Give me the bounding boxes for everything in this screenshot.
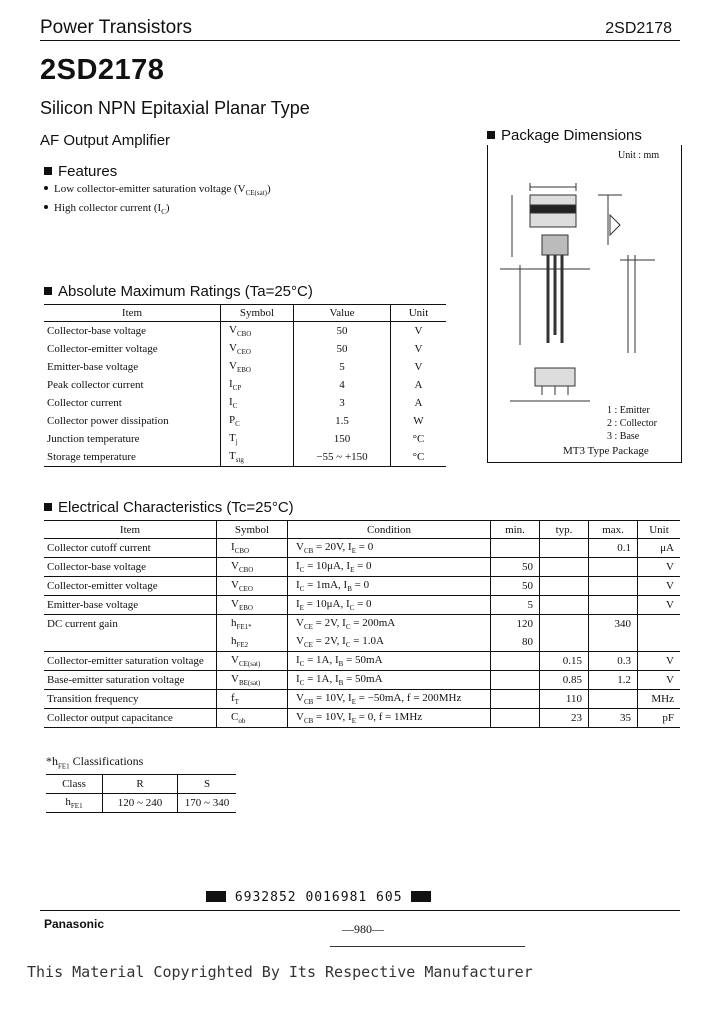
bullet-icon: [44, 186, 48, 190]
copyright-notice: This Material Copyrighted By Its Respective Manufacturer: [27, 963, 533, 981]
square-bullet-icon: [487, 131, 495, 139]
symbol-cell: $V_{CBO}$: [217, 558, 288, 577]
max-cell: [589, 690, 638, 709]
table-row: [44, 633, 680, 652]
unit-cell: V: [638, 652, 681, 671]
max-cell: 35: [589, 709, 638, 728]
item-cell: Collector current: [47, 397, 122, 409]
symbol-cell: $h_{FE1*}$: [217, 615, 288, 634]
item-cell: Collector cutoff current: [47, 542, 151, 554]
feature-item: Low collector-emitter saturation voltage $(V_{CE(sat)})$: [44, 183, 271, 197]
barcode-block-icon: [206, 891, 226, 902]
table-row: [44, 652, 680, 671]
pin-legend-item: 3 : Base: [607, 431, 640, 442]
barcode-number: 6932852 0016981 605: [234, 890, 403, 905]
item-cell: Collector-emitter voltage: [44, 577, 217, 596]
table-row: [44, 577, 680, 596]
value-cell: 1.5: [294, 412, 391, 430]
table-header: Unit: [391, 305, 447, 322]
condition-cell: $I_C = 1A$, $I_B = 50mA$: [288, 652, 491, 671]
symbol-cell: $V_{CEO}$: [221, 340, 294, 358]
table-row: [44, 394, 446, 412]
typ-cell: [540, 615, 589, 634]
table-row: [44, 596, 680, 615]
header-part-code: 2SD2178: [605, 20, 672, 37]
condition-cell: $V_{CB} = 10V$, $I_E = -50mA$, f = 200MHz: [288, 690, 491, 709]
item-cell: Collector-base voltage: [44, 558, 217, 577]
max-cell: 0.1: [589, 539, 638, 558]
item-cell: Collector-emitter voltage: [47, 343, 158, 355]
table-row: [44, 322, 446, 341]
max-cell: 340: [589, 615, 638, 634]
condition-cell: $V_{CB} = 20V$, $I_E = 0$: [288, 539, 491, 558]
square-bullet-icon: [44, 287, 52, 295]
package-unit: Unit : mm: [618, 150, 660, 161]
table-header: Value: [294, 305, 391, 322]
min-cell: 50: [491, 558, 540, 577]
application: AF Output Amplifier: [40, 132, 171, 149]
condition-cell: $I_C = 10\mu A$, $I_E = 0$: [288, 558, 491, 577]
table-row: [46, 794, 236, 813]
elec-heading: Electrical Characteristics (Tc=25°C): [44, 499, 294, 516]
item-cell: Collector output capacitance: [44, 709, 217, 728]
item-cell: Junction temperature: [47, 433, 140, 445]
value-cell: 170 ~ 340: [178, 794, 237, 813]
table-header: typ.: [540, 521, 589, 539]
value-cell: 120 ~ 240: [103, 794, 178, 813]
package-drawing: [490, 165, 676, 405]
unit-cell: V: [638, 577, 681, 596]
table-row: [44, 340, 446, 358]
table-header: Condition: [288, 521, 491, 539]
table-header: Item: [44, 521, 217, 539]
unit-cell: [638, 615, 681, 634]
elec-table: [44, 520, 680, 728]
min-cell: [491, 671, 540, 690]
table-header: S: [178, 775, 237, 794]
unit-cell: V: [638, 596, 681, 615]
unit-cell: V: [638, 671, 681, 690]
item-cell: Base-emitter saturation voltage: [44, 671, 217, 690]
min-cell: [491, 690, 540, 709]
symbol-cell: $I_{CBO}$: [217, 539, 288, 558]
symbol-cell: $f_T$: [217, 690, 288, 709]
subtitle: Silicon NPN Epitaxial Planar Type: [40, 98, 310, 118]
symbol-cell: $V_{CE(sat)}$: [217, 652, 288, 671]
condition-cell: $V_{CE} = 2V$, $I_C = 1.0A$: [288, 633, 491, 652]
typ-cell: 0.15: [540, 652, 589, 671]
table-row: [46, 775, 236, 794]
max-cell: 1.2: [589, 671, 638, 690]
table-row: [44, 412, 446, 430]
condition-cell: $V_{CE} = 2V$, $I_C = 200mA$: [288, 615, 491, 634]
value-cell: 50: [294, 322, 391, 341]
classification-heading: $*h_{FE1}$ Classifications: [46, 754, 144, 771]
table-header: R: [103, 775, 178, 794]
feature-item: High collector current $(I_C)$: [44, 202, 170, 216]
table-header: max.: [589, 521, 638, 539]
item-cell: Peak collector current: [47, 379, 144, 391]
table-header: Symbol: [221, 305, 294, 322]
max-cell: 0.3: [589, 652, 638, 671]
pin-legend-item: 2 : Collector: [607, 418, 657, 429]
table-header: Unit: [638, 521, 681, 539]
footer-rule: [40, 910, 680, 911]
min-cell: 50: [491, 577, 540, 596]
symbol-cell: $I_C$: [221, 394, 294, 412]
bullet-icon: [44, 205, 48, 209]
typ-cell: 110: [540, 690, 589, 709]
barcode-block-icon: [411, 891, 431, 902]
square-bullet-icon: [44, 167, 52, 175]
package-heading: Package Dimensions: [487, 127, 642, 144]
unit-cell: V: [391, 340, 447, 358]
table-row: [44, 448, 446, 467]
part-number: 2SD2178: [40, 54, 165, 86]
typ-cell: 23: [540, 709, 589, 728]
table-row: [44, 358, 446, 376]
item-cell: Storage temperature: [47, 451, 136, 463]
typ-cell: [540, 633, 589, 652]
unit-cell: V: [391, 322, 447, 341]
min-cell: 5: [491, 596, 540, 615]
table-header: Item: [44, 305, 221, 322]
symbol-cell: $I_{CP}$: [221, 376, 294, 394]
value-cell: 5: [294, 358, 391, 376]
item-cell: Collector power dissipation: [47, 415, 169, 427]
table-row: [44, 671, 680, 690]
package-pin-legend: [607, 404, 657, 443]
unit-cell: V: [391, 358, 447, 376]
table-header: Symbol: [217, 521, 288, 539]
symbol-cell: $C_{ob}$: [217, 709, 288, 728]
unit-cell: MHz: [638, 690, 681, 709]
value-cell: 4: [294, 376, 391, 394]
unit-cell: °C: [391, 448, 447, 467]
item-cell: Transition frequency: [44, 690, 217, 709]
max-cell: [589, 577, 638, 596]
table-row: [44, 430, 446, 448]
table-header: Class: [62, 778, 86, 790]
value-cell: 150: [294, 430, 391, 448]
symbol-cell: $h_{FE2}$: [217, 633, 288, 652]
typ-cell: [540, 577, 589, 596]
symbol-cell: $V_{BE(sat)}$: [217, 671, 288, 690]
condition-cell: $I_C = 1A$, $I_B = 50mA$: [288, 671, 491, 690]
max-cell: [589, 633, 638, 652]
min-cell: 80: [491, 633, 540, 652]
value-cell: −55 ~ +150: [294, 448, 391, 467]
table-row: [44, 709, 680, 728]
unit-cell: °C: [391, 430, 447, 448]
table-header: min.: [491, 521, 540, 539]
abs-max-table: [44, 304, 446, 467]
value-cell: 50: [294, 340, 391, 358]
page-number-rule: [330, 946, 525, 947]
brand-name: Panasonic: [44, 917, 105, 931]
pin-legend-item: 1 : Emitter: [607, 405, 650, 416]
condition-cell: $V_{CB} = 10V$, $I_E = 0$, f = 1MHz: [288, 709, 491, 728]
series-title: Power Transistors: [40, 17, 193, 38]
symbol-cell: $V_{CBO}$: [221, 322, 294, 341]
typ-cell: 0.85: [540, 671, 589, 690]
table-row: [44, 376, 446, 394]
min-cell: 120: [491, 615, 540, 634]
classification-table: [46, 774, 236, 813]
table-row: [44, 558, 680, 577]
condition-cell: $I_C = 1mA$, $I_B = 0$: [288, 577, 491, 596]
max-cell: [589, 558, 638, 577]
value-cell: 3: [294, 394, 391, 412]
min-cell: [491, 539, 540, 558]
barcode-line: [206, 890, 431, 905]
condition-cell: $I_E = 10\mu A$, $I_C = 0$: [288, 596, 491, 615]
square-bullet-icon: [44, 503, 52, 511]
abs-max-heading: Absolute Maximum Ratings (Ta=25°C): [44, 283, 313, 300]
unit-cell: A: [391, 394, 447, 412]
typ-cell: [540, 539, 589, 558]
unit-cell: μA: [638, 539, 681, 558]
item-cell: [44, 633, 217, 652]
item-cell: DC current gain: [44, 615, 217, 634]
table-row: [44, 690, 680, 709]
typ-cell: [540, 596, 589, 615]
symbol-cell: $T_j$: [221, 430, 294, 448]
page-number: —980—: [342, 922, 384, 936]
item-cell: Collector-base voltage: [47, 325, 147, 337]
row-label: $h_{FE1}$: [46, 794, 103, 813]
symbol-cell: $V_{EBO}$: [217, 596, 288, 615]
symbol-cell: $T_{stg}$: [221, 448, 294, 467]
header-rule: [40, 40, 680, 41]
unit-cell: A: [391, 376, 447, 394]
unit-cell: [638, 633, 681, 652]
features-heading: Features: [44, 163, 117, 180]
table-row: [44, 539, 680, 558]
typ-cell: [540, 558, 589, 577]
symbol-cell: $V_{CEO}$: [217, 577, 288, 596]
unit-cell: pF: [638, 709, 681, 728]
item-cell: Collector-emitter saturation voltage: [44, 652, 217, 671]
symbol-cell: $P_C$: [221, 412, 294, 430]
min-cell: [491, 709, 540, 728]
min-cell: [491, 652, 540, 671]
unit-cell: W: [391, 412, 447, 430]
unit-cell: V: [638, 558, 681, 577]
item-cell: Emitter-base voltage: [47, 361, 139, 373]
symbol-cell: $V_{EBO}$: [221, 358, 294, 376]
max-cell: [589, 596, 638, 615]
package-type: MT3 Type Package: [563, 445, 649, 457]
item-cell: Emitter-base voltage: [44, 596, 217, 615]
table-row: [44, 615, 680, 634]
